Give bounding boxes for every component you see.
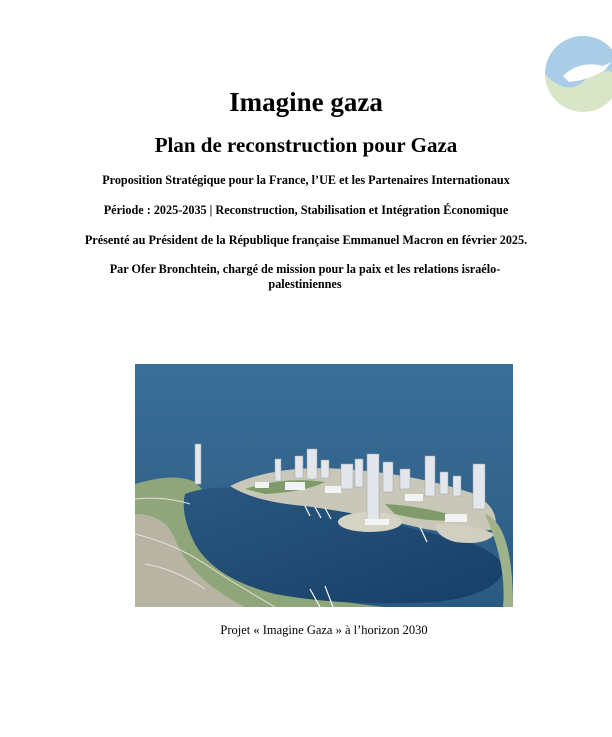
aerial-render-drawing <box>135 364 513 607</box>
document-title: Imagine gaza <box>229 87 383 117</box>
author-line: Par Ofer Bronchtein, chargé de mission pour la paix et les relations israélo-palestiniennes <box>109 262 501 291</box>
presented-line: Présenté au Président de la République française Emmanuel Macron en février 2025. <box>84 233 528 247</box>
image-caption: Projet « Imagine Gaza » à l’horizon 2030 <box>220 623 428 637</box>
proposal-line: Proposition Stratégique pour la France, l’UE et les Partenaires Internationaux <box>102 173 510 187</box>
period-line: Période : 2025-2035 | Reconstruction, Stabilisation et Intégration Économique <box>103 203 509 217</box>
aerial-city-render-image <box>135 364 513 607</box>
document-subtitle: Plan de reconstruction pour Gaza <box>154 133 458 157</box>
